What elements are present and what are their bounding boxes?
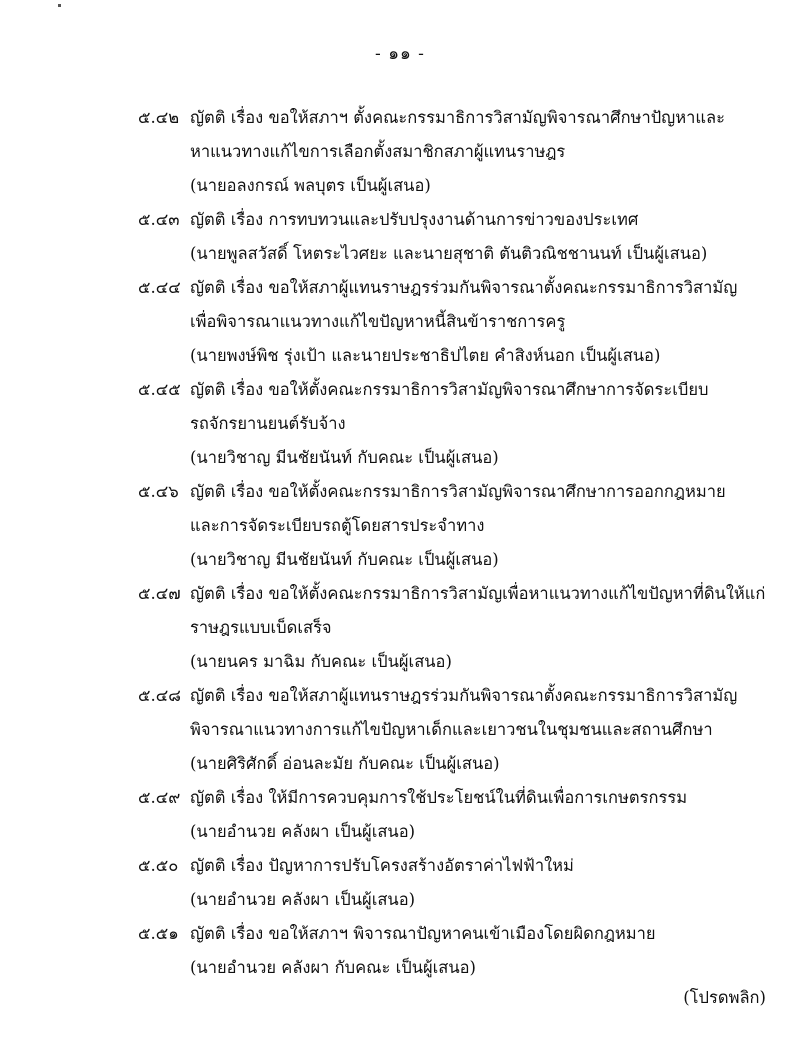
- motion-line: [0, 240, 800, 274]
- motion-line: [0, 478, 800, 512]
- motion-line: [0, 920, 800, 954]
- motion-number: ๕.๔๖: [138, 482, 179, 501]
- motion-title-text: และการจัดระเบียบรถตู้โดยสารประจำทาง: [190, 516, 485, 535]
- motion-title-text: ญัตติ เรื่อง ขอให้ตั้งคณะกรรมาธิการวิสามัญพิจารณาศึกษาการออกกฎหมาย: [190, 482, 726, 501]
- motion-line: [0, 954, 800, 988]
- motion-title-text: ญัตติ เรื่อง ปัญหาการปรับโครงสร้างอัตราค่าไฟฟ้าใหม่: [190, 856, 574, 875]
- motion-proposer: (นายอำนวย คลังผา เป็นผู้เสนอ): [190, 890, 416, 909]
- motion-item: [0, 478, 800, 580]
- motion-line: [0, 682, 800, 716]
- motion-item: [0, 376, 800, 478]
- motion-title-text: ญัตติ เรื่อง ให้มีการควบคุมการใช้ประโยชน์ในที่ดินเพื่อการเกษตรกรรม: [190, 788, 688, 807]
- motion-number: ๕.๔๙: [138, 788, 181, 807]
- motion-number: ๕.๔๒: [138, 108, 180, 127]
- motion-line: [0, 410, 800, 444]
- motion-item: [0, 206, 800, 274]
- motion-item: [0, 104, 800, 206]
- motion-proposer: (นายอำนวย คลังผา เป็นผู้เสนอ): [190, 822, 416, 841]
- motion-line: [0, 104, 800, 138]
- motion-line: [0, 886, 800, 920]
- motion-title-text: เพื่อพิจารณาแนวทางแก้ไขปัญหาหนี้สินข้าราชการครู: [190, 312, 566, 331]
- motion-line: [0, 206, 800, 240]
- motion-proposer: (นายนคร มาฉิม กับคณะ เป็นผู้เสนอ): [190, 652, 452, 671]
- motion-number: ๕.๔๘: [138, 686, 181, 705]
- motion-proposer: (นายศิริศักดิ์ อ่อนละมัย กับคณะ เป็นผู้เสนอ): [190, 754, 500, 773]
- motion-proposer: (นายพงษ์พิช รุ่งเป้า และนายประชาธิปไตย คำสิงห์นอก เป็นผู้เสนอ): [190, 346, 661, 365]
- motion-title-text: หาแนวทางแก้ไขการเลือกตั้งสมาชิกสภาผู้แทนราษฎร: [190, 142, 566, 161]
- motion-line: [0, 376, 800, 410]
- motion-line: [0, 342, 800, 376]
- motion-number: ๕.๔๔: [138, 278, 181, 297]
- motion-line: [0, 172, 800, 206]
- motion-line: [0, 818, 800, 852]
- motion-title-text: ราษฎรแบบเบ็ดเสร็จ: [190, 618, 332, 637]
- motion-line: [0, 444, 800, 478]
- motion-proposer: (นายพูลสวัสดิ์ โหตระไวศยะ และนายสุชาติ ตันติวณิชชานนท์ เป็นผู้เสนอ): [190, 244, 708, 263]
- motion-title-text: พิจารณาแนวทางการแก้ไขปัญหาเด็กและเยาวชนในชุมชนและสถานศึกษา: [190, 720, 713, 739]
- motion-line: [0, 512, 800, 546]
- motion-title-text: รถจักรยานยนต์รับจ้าง: [190, 414, 346, 433]
- motion-title-text: ญัตติ เรื่อง ขอให้สภาผู้แทนราษฎรร่วมกันพิจารณาตั้งคณะกรรมาธิการวิสามัญ: [190, 278, 738, 297]
- motion-line: [0, 138, 800, 172]
- motion-number: ๕.๔๓: [138, 210, 180, 229]
- motion-line: [0, 750, 800, 784]
- motion-line: [0, 648, 800, 682]
- motion-number: ๕.๕๑: [138, 924, 179, 943]
- motion-title-text: ญัตติ เรื่อง ขอให้สภาฯ พิจารณาปัญหาคนเข้าเมืองโดยผิดกฎหมาย: [190, 924, 656, 943]
- motion-title-text: ญัตติ เรื่อง ขอให้สภาฯ ตั้งคณะกรรมาธิการวิสามัญพิจารณาศึกษาปัญหาและ: [190, 108, 725, 127]
- motion-item: [0, 784, 800, 852]
- motion-proposer: (นายวิชาญ มีนชัยนันท์ กับคณะ เป็นผู้เสนอ): [190, 448, 499, 467]
- motion-proposer: (นายวิชาญ มีนชัยนันท์ กับคณะ เป็นผู้เสนอ): [190, 550, 499, 569]
- motion-proposer: (นายอำนวย คลังผา กับคณะ เป็นผู้เสนอ): [190, 958, 476, 977]
- motion-number: ๕.๔๕: [138, 380, 181, 399]
- motion-item: [0, 274, 800, 376]
- motion-title-text: ญัตติ เรื่อง การทบทวนและปรับปรุงงานด้านการข่าวของประเทศ: [190, 210, 639, 229]
- page-number: - ๑๑ -: [375, 44, 425, 64]
- motion-number: ๕.๕๐: [138, 856, 179, 875]
- motion-line: [0, 580, 800, 614]
- motion-list: [0, 104, 800, 988]
- motion-line: [0, 716, 800, 750]
- motion-title-text: ญัตติ เรื่อง ขอให้สภาผู้แทนราษฎรร่วมกันพิจารณาตั้งคณะกรรมาธิการวิสามัญ: [190, 686, 738, 705]
- motion-item: [0, 682, 800, 784]
- motion-item: [0, 580, 800, 682]
- motion-line: [0, 274, 800, 308]
- motion-line: [0, 784, 800, 818]
- scan-speck: [58, 4, 61, 7]
- motion-item: [0, 920, 800, 988]
- motion-line: [0, 614, 800, 648]
- motion-title-text: ญัตติ เรื่อง ขอให้ตั้งคณะกรรมาธิการวิสามัญพิจารณาศึกษาการจัดระเบียบ: [190, 380, 709, 399]
- motion-title-text: ญัตติ เรื่อง ขอให้ตั้งคณะกรรมาธิการวิสามัญเพื่อหาแนวทางแก้ไขปัญหาที่ดินให้แก่: [190, 584, 766, 603]
- motion-line: [0, 852, 800, 886]
- motion-line: [0, 546, 800, 580]
- please-turn-over-note: (โปรดพลิก): [683, 988, 766, 1007]
- motion-line: [0, 308, 800, 342]
- motion-item: [0, 852, 800, 920]
- motion-proposer: (นายอลงกรณ์ พลบุตร เป็นผู้เสนอ): [190, 176, 431, 195]
- motion-number: ๕.๔๗: [138, 584, 181, 603]
